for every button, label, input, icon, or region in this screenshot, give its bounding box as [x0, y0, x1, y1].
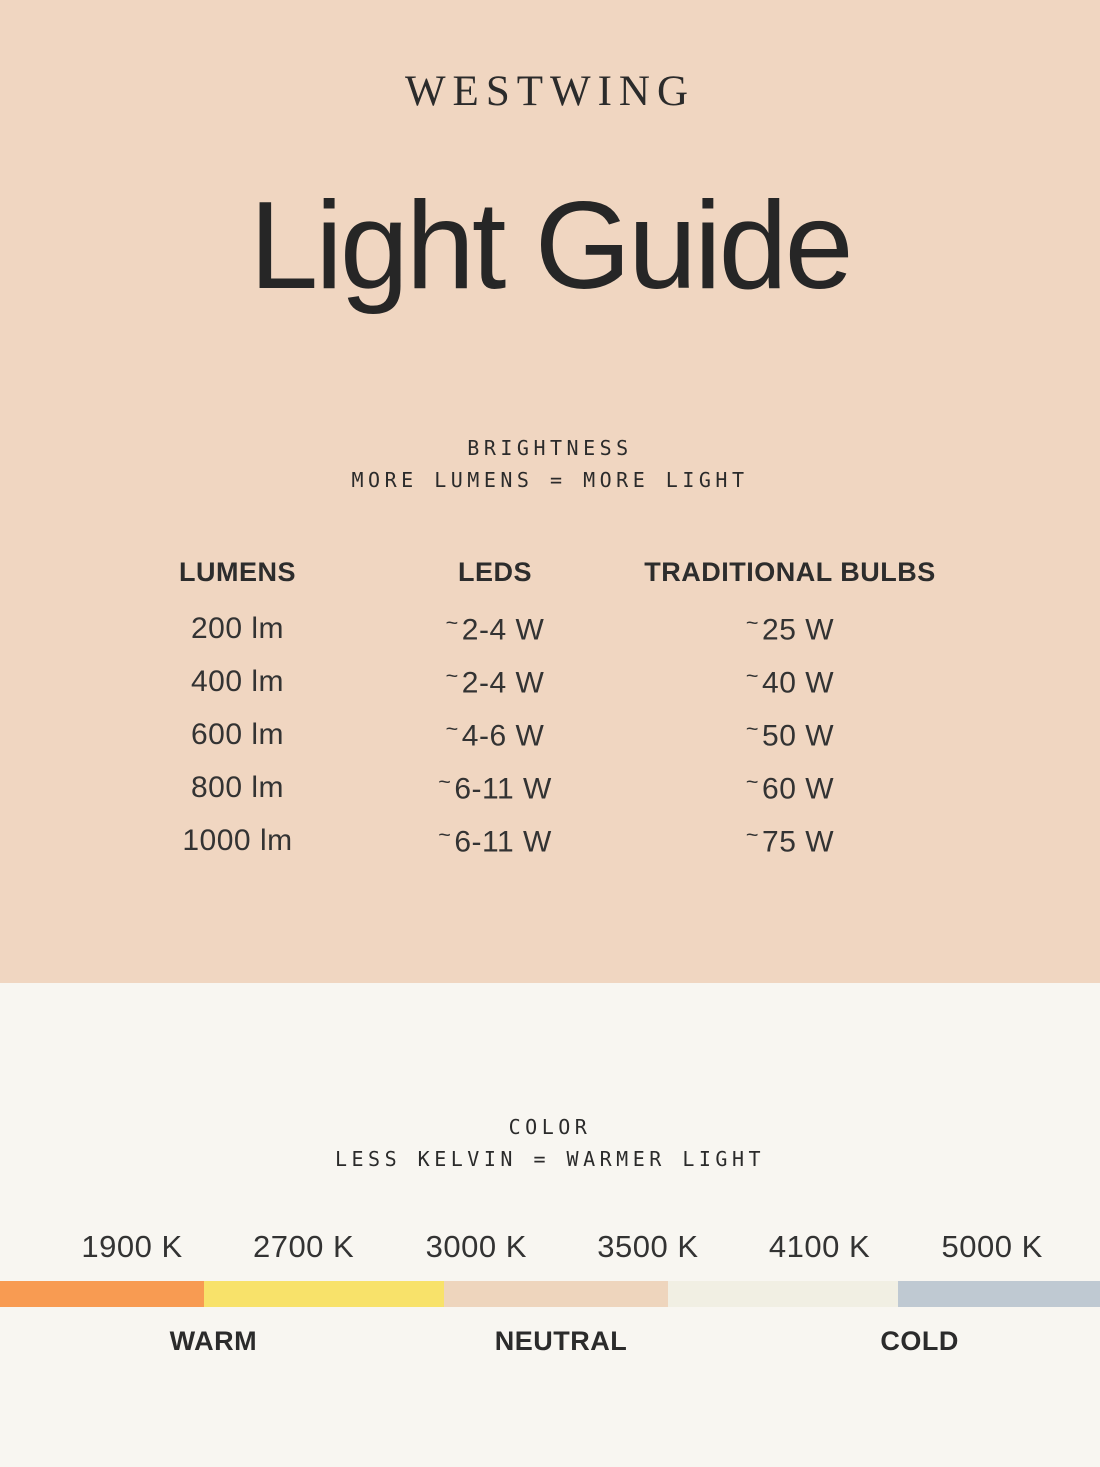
bulb-watts: 40 W	[762, 666, 835, 700]
page-title: Light Guide	[249, 177, 851, 315]
bulbs-value	[625, 610, 955, 648]
table-row	[0, 602, 1100, 655]
approx-symbol: ~	[438, 768, 452, 794]
table-header-row	[0, 552, 1100, 592]
brightness-heading-block	[0, 432, 1100, 496]
kelvin-label: 4100 K	[768, 1229, 871, 1264]
leds-watts: 2-4 W	[461, 613, 545, 647]
color-heading: COLOR	[508, 1115, 592, 1139]
leds-watts: 4-6 W	[461, 719, 545, 753]
bar-segment-warm-yellow	[204, 1281, 445, 1307]
kelvin-scale-labels	[0, 1229, 1100, 1265]
kelvin-label: 2700 K	[252, 1229, 355, 1264]
cold-label: COLD	[880, 1326, 959, 1356]
lumens-value: 600 lm	[190, 717, 285, 751]
color-temperature-section	[0, 983, 1100, 1467]
table-body	[0, 602, 1100, 867]
column-header-lumens: LUMENS	[179, 557, 296, 587]
kelvin-label: 5000 K	[941, 1229, 1043, 1264]
approx-symbol: ~	[745, 609, 760, 635]
bulb-watts: 25 W	[762, 613, 835, 647]
approx-symbol: ~	[445, 715, 459, 741]
leds-value	[365, 769, 625, 807]
approx-symbol: ~	[445, 662, 459, 688]
leds-value	[365, 663, 625, 701]
bulb-watts: 75 W	[762, 825, 835, 859]
approx-symbol: ~	[745, 821, 760, 847]
bulb-watts: 50 W	[762, 719, 835, 753]
bar-segment-cold-blue	[898, 1281, 1100, 1307]
brand-logo: WESTWING	[404, 68, 696, 115]
neutral-label: NEUTRAL	[494, 1326, 628, 1356]
leds-value	[365, 716, 625, 754]
brightness-subheading: MORE LUMENS = MORE LIGHT	[351, 468, 749, 492]
column-header-leds: LEDS	[457, 557, 532, 587]
column-header-traditional-bulbs: TRADITIONAL BULBS	[644, 557, 936, 587]
table-row	[0, 814, 1100, 867]
approx-symbol: ~	[438, 821, 452, 847]
lumens-value: 800 lm	[190, 770, 285, 804]
bar-segment-neutral-cream	[668, 1281, 898, 1307]
leds-watts: 6-11 W	[454, 772, 552, 806]
color-subheading: LESS KELVIN = WARMER LIGHT	[334, 1147, 766, 1171]
approx-symbol: ~	[745, 715, 760, 741]
bar-segment-warm-orange	[0, 1281, 204, 1307]
leds-value	[365, 822, 625, 860]
kelvin-label: 3000 K	[425, 1229, 527, 1264]
bulbs-value	[625, 822, 955, 860]
approx-symbol: ~	[445, 609, 459, 635]
table-row	[0, 708, 1100, 761]
leds-watts: 6-11 W	[454, 825, 552, 859]
approx-symbol: ~	[745, 662, 760, 688]
color-heading-block	[0, 1111, 1100, 1175]
approx-symbol: ~	[745, 768, 760, 794]
kelvin-label: 1900 K	[81, 1229, 183, 1264]
kelvin-label: 3500 K	[597, 1229, 699, 1264]
table-row	[0, 761, 1100, 814]
lumens-value: 200 lm	[190, 611, 285, 645]
brightness-heading: BRIGHTNESS	[467, 436, 633, 460]
bar-segment-neutral-peach	[444, 1281, 667, 1307]
table-row	[0, 655, 1100, 708]
leds-watts: 2-4 W	[461, 666, 545, 700]
lumens-value: 1000 lm	[182, 823, 293, 857]
lumens-conversion-table	[0, 552, 1100, 867]
bulbs-value	[625, 769, 955, 807]
bulbs-value	[625, 663, 955, 701]
leds-value	[365, 610, 625, 648]
bulb-watts: 60 W	[762, 772, 835, 806]
bulbs-value	[625, 716, 955, 754]
warm-label: WARM	[169, 1326, 258, 1356]
temperature-labels	[0, 1321, 1100, 1361]
lumens-value: 400 lm	[190, 664, 285, 698]
color-temperature-bar	[0, 1281, 1100, 1307]
